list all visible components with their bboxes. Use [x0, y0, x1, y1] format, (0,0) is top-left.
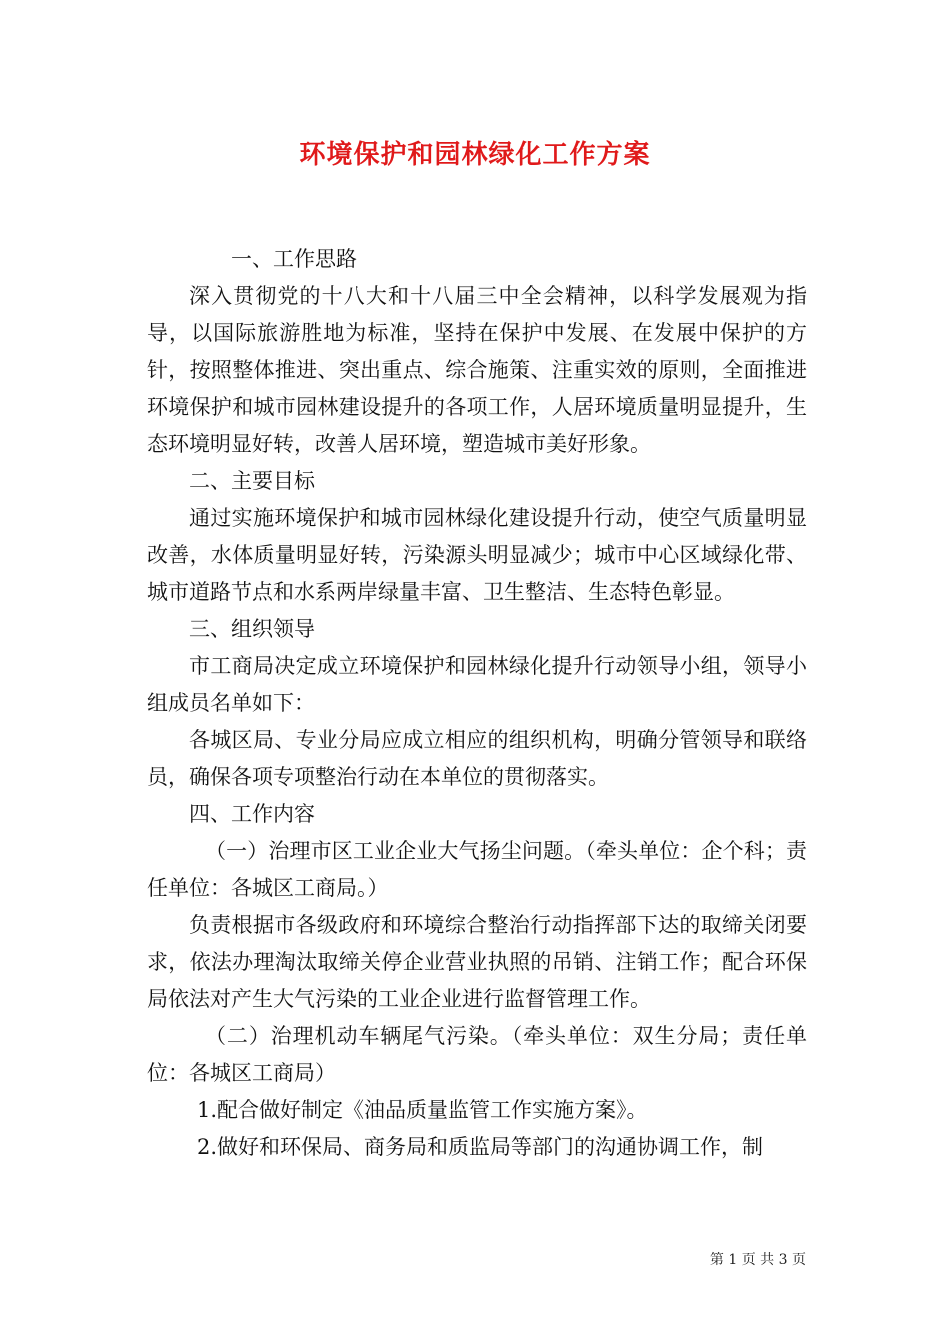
paragraph-4: 各城区局、专业分局应成立相应的组织机构，明确分管领导和联络员，确保各项专项整治行动在本单位的贯彻落实。: [147, 728, 807, 789]
paragraph-5: 负责根据市各级政府和环境综合整治行动指挥部下达的取缔关闭要求，依法办理淘汰取缔关停企业营业执照的吊销、注销工作；配合环保局依法对产生大气污染的工业企业进行监督管理工作。: [147, 913, 807, 1011]
list-item-1: 1.配合做好制定《油品质量监管工作实施方案》。: [197, 1098, 648, 1122]
section-heading-2: 二、主要目标: [189, 469, 315, 493]
section-heading-4: 四、工作内容: [189, 802, 315, 826]
document-title: 环境保护和园林绿化工作方案: [299, 140, 651, 170]
page-number: 第 1 页 共 3 页: [709, 1252, 806, 1268]
section-heading-1: 一、工作思路: [231, 247, 357, 271]
paragraph-1: 深入贯彻党的十八大和十八届三中全会精神，以科学发展观为指导，以国际旅游胜地为标准，坚持在保护中发展、在发展中保护的方针，按照整体推进、突出重点、综合施策、注重实效的原则，全面推进环境保护和城市园林建设提升的各项工作，人居环境质量明显提升，生态环境明显好转，改善人居环境，塑造城市美好形象。: [147, 284, 807, 456]
paragraph-2: 通过实施环境保护和城市园林绿化建设提升行动，使空气质量明显改善，水体质量明显好转，污染源头明显减少；城市中心区域绿化带、城市道路节点和水系两岸绿量丰富、卫生整洁、生态特色彰显。: [147, 506, 807, 604]
list-item-2: 2.做好和环保局、商务局和质监局等部门的沟通协调工作，制: [197, 1135, 764, 1159]
subsection-1: （一）治理市区工业企业大气扬尘问题。（牵头单位：企个科；责任单位：各城区工商局。）: [147, 839, 807, 900]
paragraph-3: 市工商局决定成立环境保护和园林绿化提升行动领导小组，领导小组成员名单如下：: [147, 654, 807, 715]
section-heading-3: 三、组织领导: [189, 617, 315, 641]
document-body: [147, 241, 807, 1166]
subsection-2: （二）治理机动车辆尾气污染。（牵头单位：双生分局；责任单位：各城区工商局）: [147, 1024, 807, 1085]
